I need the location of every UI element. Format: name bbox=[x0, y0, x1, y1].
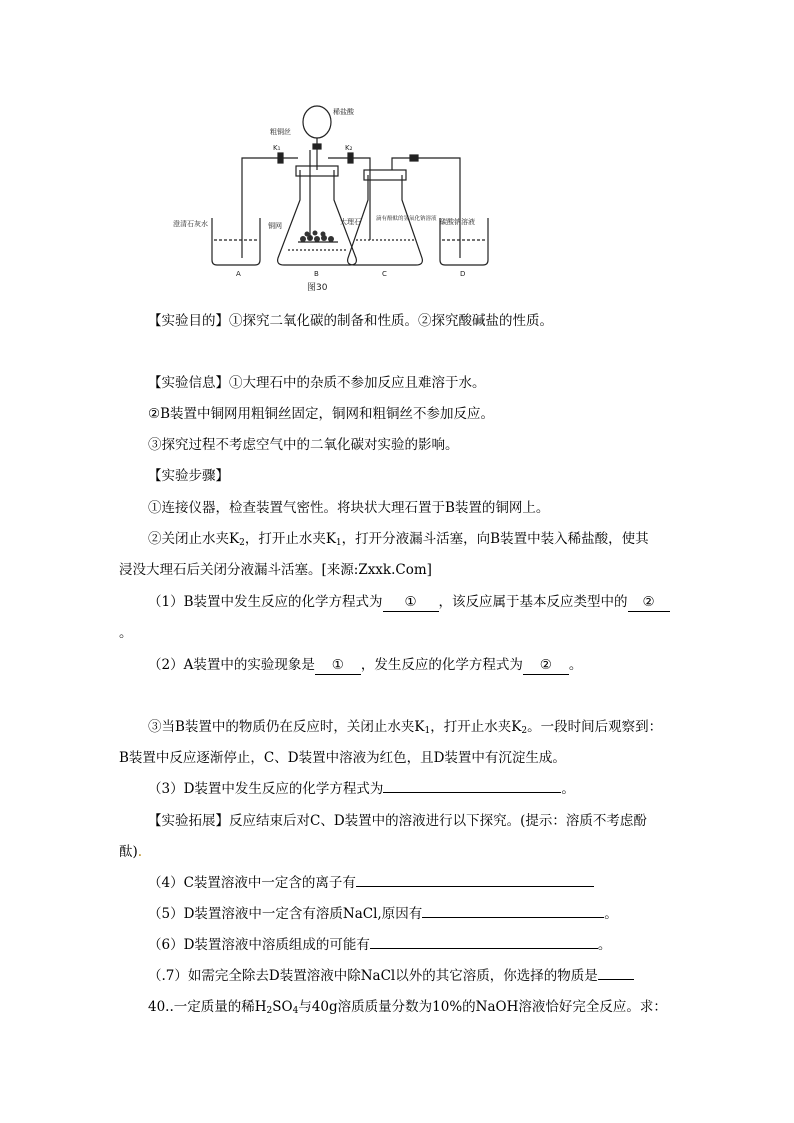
label-hcl: 稀盐酸 bbox=[333, 108, 354, 116]
sub-k1b: 1 bbox=[424, 726, 431, 736]
info-line-3: ③探究过程不考虑空气中的二氧化碳对实验的影响。 bbox=[148, 437, 459, 453]
label-na2co3: 碳酸钠溶液 bbox=[440, 218, 475, 226]
apparatus-diagram bbox=[170, 100, 500, 295]
q2-text-a: （2）A装置中的实验现象是 bbox=[148, 657, 315, 673]
q3-text: （3）D装置中发生反应的化学方程式为 bbox=[148, 781, 384, 797]
q2-text-b: ，发生反应的化学方程式为 bbox=[360, 657, 523, 673]
q1-text-a: （1）B装置中发生反应的化学方程式为 bbox=[148, 594, 383, 610]
question-5 bbox=[148, 904, 618, 924]
ext-line-2 bbox=[119, 842, 142, 862]
sep-funnel bbox=[303, 106, 331, 138]
sub-k2b: 2 bbox=[521, 726, 528, 736]
q40-sub-2: 2 bbox=[266, 1006, 273, 1016]
q3-blank[interactable] bbox=[383, 792, 561, 793]
step-2-line-1 bbox=[148, 529, 649, 553]
info-line-1 bbox=[148, 373, 486, 393]
step-2-p1: ②关闭止水夹K bbox=[148, 531, 240, 547]
label-mesh: 铜网 bbox=[268, 222, 282, 230]
label-d: D bbox=[460, 270, 466, 278]
q40-sub-4: 4 bbox=[292, 1006, 299, 1016]
q7-blank[interactable] bbox=[598, 979, 634, 980]
purpose-line: 【实验目的】①探究二氧化碳的制备和性质。②探究酸碱盐的性质。 bbox=[148, 313, 553, 329]
beaker-a bbox=[212, 218, 260, 265]
q1-blank-2[interactable]: ② bbox=[628, 594, 670, 612]
ext-line-2-text: 酞) bbox=[119, 844, 138, 860]
question-4 bbox=[148, 873, 594, 893]
step-3-p1: ③当B装置中的物质仍在反应时，关闭止水夹K bbox=[148, 719, 425, 735]
q2-blank-2[interactable]: ② bbox=[523, 657, 569, 675]
clamp-k1 bbox=[278, 153, 283, 163]
q2-end: 。 bbox=[568, 657, 583, 673]
q1-end: 。 bbox=[119, 625, 133, 641]
info-line-2: ②B装置中铜网用粗铜丝固定，铜网和粗铜丝不参加反应。 bbox=[148, 406, 495, 422]
q6-text: （6）D装置溶液中溶质组成的可能有 bbox=[148, 937, 370, 953]
figure-caption: 图30 bbox=[307, 283, 328, 293]
label-b: B bbox=[314, 270, 319, 278]
q5-blank[interactable] bbox=[422, 917, 604, 918]
ext-line-1: 【实验拓展】反应结束后对C、D装置中的溶液进行以下探究。(提示：溶质不考虑酚 bbox=[148, 813, 647, 829]
step-3-line-1 bbox=[148, 717, 662, 741]
q1-text-b: ，该反应属于基本反应类型中的 bbox=[438, 594, 628, 610]
steps-title: 【实验步骤】 bbox=[148, 468, 229, 484]
question-1 bbox=[148, 592, 670, 612]
marble-pieces bbox=[300, 231, 334, 243]
label-k1: K₁ bbox=[273, 144, 281, 152]
q6-end: 。 bbox=[597, 937, 612, 953]
step-3-line-2: B装置中反应逐渐停止，C、D装置中溶液为红色，且D装置中有沉淀生成。 bbox=[119, 750, 566, 766]
q3-end: 。 bbox=[561, 781, 575, 797]
info-1b: 的杂质不参加反应且难溶于水。 bbox=[296, 375, 486, 391]
q6-blank[interactable] bbox=[370, 948, 598, 949]
label-phenol: 滴有酚酞的氢氧化钠溶液 bbox=[376, 216, 437, 222]
info-1a: 【实验信息】①大理石中 bbox=[148, 375, 297, 391]
clamp-k2 bbox=[348, 153, 353, 163]
q4-text: （4）C装置溶液中一定含的离子有 bbox=[148, 875, 356, 891]
step-3-p3: 。一段时间后观察到： bbox=[527, 719, 663, 735]
q5-end: 。 bbox=[604, 906, 618, 922]
question-7 bbox=[148, 966, 634, 986]
ext-dot: . bbox=[137, 844, 143, 860]
q1-blank-1[interactable]: ① bbox=[383, 594, 439, 612]
q40-text-c: 与40g溶质质量分数为10%的NaOH溶液恰好完全反应。求： bbox=[298, 999, 667, 1015]
tube-a bbox=[242, 158, 298, 258]
question-3 bbox=[148, 779, 575, 799]
label-a: A bbox=[236, 270, 241, 278]
tube-c bbox=[392, 158, 460, 258]
step-2-p3: ，打开分液漏斗活塞，向B装置中装入稀盐酸，使其 bbox=[341, 531, 649, 547]
q7-text: （.7）如需完全除去D装置溶液中除NaCl以外的其它溶质，你选择的物质是 bbox=[148, 968, 598, 984]
q2-blank-1[interactable]: ① bbox=[315, 657, 361, 675]
q5-text: （5）D装置溶液中一定含有溶质NaCl,原因有 bbox=[148, 906, 423, 922]
q4-blank[interactable] bbox=[356, 886, 594, 887]
step-3-p2: ，打开止水夹K bbox=[430, 719, 522, 735]
step-1: ①连接仪器，检查装置气密性。将块状大理石置于B装置的铜网上。 bbox=[148, 500, 550, 516]
q40-text-b: SO bbox=[272, 999, 293, 1015]
step-2-p2: ，打开止水夹K bbox=[244, 531, 336, 547]
label-c: C bbox=[382, 270, 387, 278]
sub-k2: 2 bbox=[239, 538, 245, 548]
label-limewater: 澄清石灰水 bbox=[173, 220, 208, 228]
label-k2: K₂ bbox=[345, 144, 353, 152]
step-2-line-2: 浸没大理石后关闭分液漏斗活塞。[来源:Zxxk.Com] bbox=[119, 562, 432, 578]
sub-k1: 1 bbox=[335, 538, 342, 548]
label-wire: 粗铜丝 bbox=[270, 128, 291, 136]
question-2 bbox=[148, 655, 582, 675]
question-40 bbox=[148, 997, 667, 1021]
q40-text-a: 40..一定质量的稀H bbox=[148, 999, 267, 1015]
question-6 bbox=[148, 935, 611, 955]
apparatus-figure bbox=[170, 100, 500, 295]
label-marble: 大理石 bbox=[340, 218, 361, 226]
